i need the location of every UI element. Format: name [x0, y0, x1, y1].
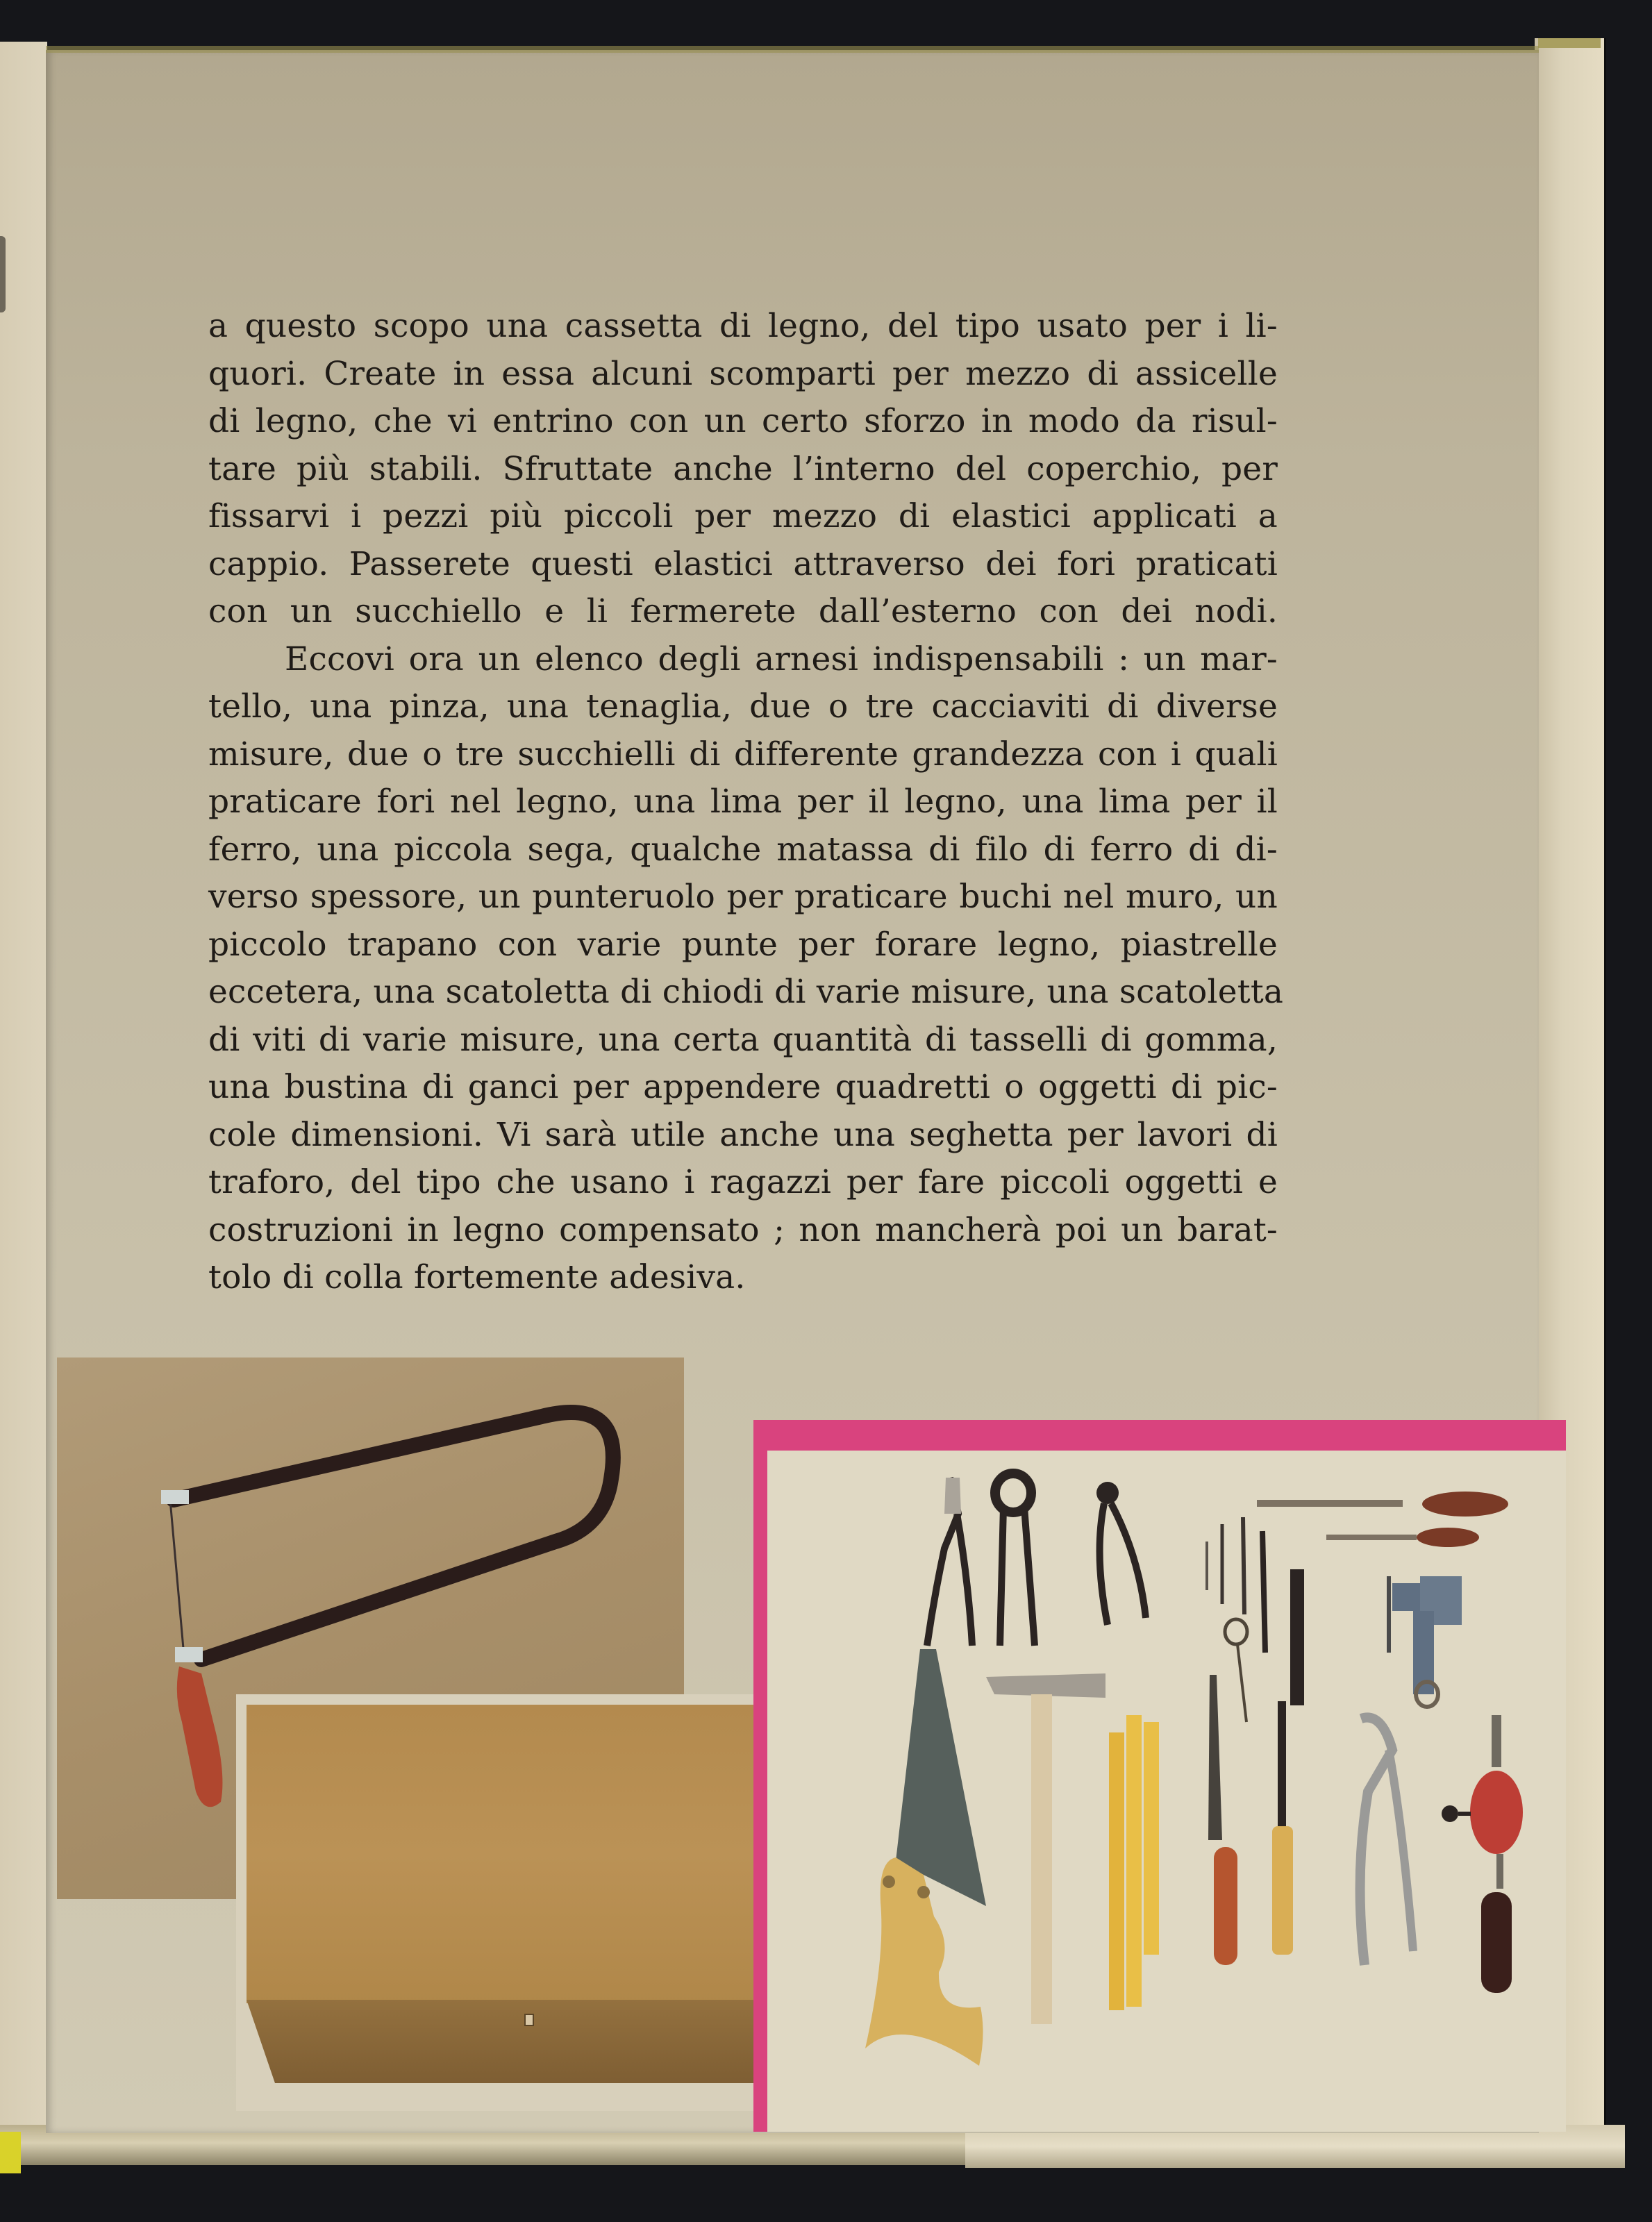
text-line: tello, una pinza, una tenaglia, due o tre cacciaviti di diverse: [208, 687, 1278, 726]
nippers-icon: [1096, 1482, 1146, 1625]
pliers-icon: [927, 1478, 972, 1646]
text-line: praticare fori nel legno, una lima per il legno, una lima per il: [208, 783, 1278, 821]
bench-vise-icon: [1389, 1576, 1462, 1707]
text-line: di legno, che vi entrino con un certo sforzo in modo da risul-: [208, 402, 1278, 440]
text-line: quori. Create in essa alcuni scomparti per mezzo di assicelle: [208, 354, 1278, 393]
text-line: a questo scopo una cassetta di legno, del tipo usato per i li-: [208, 307, 1278, 345]
text-line: Eccovi ora un elenco degli arnesi indispensabili : un mar-: [285, 640, 1278, 678]
text-line: cole dimensioni. Vi sarà utile anche una seghetta per lavori di: [208, 1115, 1278, 1154]
text-line: con un succhiello e li fermerete dall’esterno con dei nodi.: [208, 592, 1278, 630]
screwdriver-large-icon: [1257, 1492, 1508, 1517]
text-line: di viti di varie misure, una certa quantità di tasselli di gomma,: [208, 1020, 1278, 1059]
text-line: traforo, del tipo che usano i ragazzi per fare piccoli oggetti e: [208, 1163, 1278, 1201]
chisel-icon: [1272, 1701, 1293, 1955]
cold-chisel-icon: [1290, 1569, 1304, 1705]
text-line: ferro, una piccola sega, qualche matassa di filo di ferro di di-: [208, 830, 1278, 869]
water-pump-pliers-icon: [1360, 1717, 1413, 1965]
pincers-icon: [995, 1473, 1035, 1646]
hand-saw-icon: [865, 1649, 986, 2066]
hand-drill-icon: [1442, 1715, 1523, 1993]
wood-file-icon: [1208, 1675, 1237, 1965]
screwdriver-small-icon: [1326, 1528, 1479, 1547]
folding-rule-icon: [1109, 1715, 1159, 2010]
text-line: cappio. Passerete questi elastici attraverso dei fori praticati: [208, 544, 1278, 583]
text-line: fissarvi i pezzi più piccoli per mezzo di elastici applicati a: [208, 497, 1278, 535]
text-line: una bustina di ganci per appendere quadretti o oggetti di pic-: [208, 1068, 1278, 1106]
text-line: eccetera, una scatoletta di chiodi di varie misure, una scatoletta: [208, 973, 1284, 1011]
text-line: verso spessore, un punteruolo per praticare buchi nel muro, un: [208, 878, 1278, 916]
text-line: tare più stabili. Sfruttate anche l’interno del coperchio, per: [208, 449, 1278, 488]
text-line: misure, due o tre succhielli di differente grandezza con i quali: [208, 735, 1278, 774]
text-line: tolo di colla fortemente adesiva.: [208, 1258, 746, 1296]
text-line: costruzioni in legno compensato ; non mancherà poi un barat-: [208, 1210, 1278, 1249]
hammer-icon: [986, 1673, 1105, 2024]
text-line: piccolo trapano con varie punte per forare legno, piastrelle: [208, 925, 1278, 964]
